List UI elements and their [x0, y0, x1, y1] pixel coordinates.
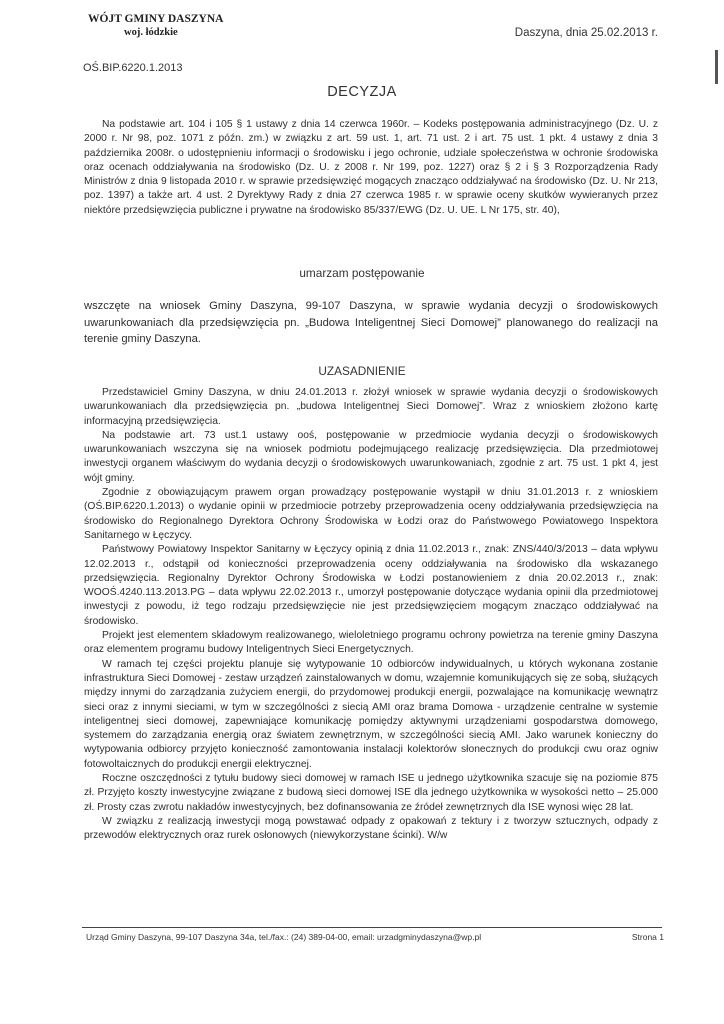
- document-title: DECYZJA: [327, 84, 397, 100]
- justification-paragraph-4: Państwowy Powiatowy Inspektor Sanitarny w Łęczycy opinią z dnia 11.02.2013 r., znak: ZNS/440/3/2013 – data wpływu 12.02.2013 r., odstąpił od konieczności przeprowadzenia oceny oddziaływania na środowisko dla wskazanego przedsięwzięcia. Regionalny Dyrektor Ochrony Środowiska w Łodzi postanowieniem z dnia 20.02.2013 r., znak: WOOŚ.4240.113.2013.PG – data wpływu 22.02.2013 r., umorzył postępowanie dotyczące wydania opinii dla przedmiotowej inwestycji z powodu, iż tego rodzaju przedsięwzięcie nie jest przedsięwzięciem mogącym znacząco oddziaływać na środowisko.: [84, 544, 658, 627]
- justification-heading: UZASADNIENIE: [318, 364, 406, 378]
- justification-paragraph-3: Zgodnie z obowiązującym prawem organ prowadzący postępowanie wystąpił w dniu 31.01.2013 r. z wnioskiem (OŚ.BIP.6220.1.2013) o wydanie opinii w przedmiocie potrzeby przeprowadzenia oceny oddziaływania przedsięwzięcia na środowisko do Regionalnego Dyrektora Ochrony Środowiska w Łodzi oraz do Państwowego Powiatowego Inspektora Sanitarnego w Łęczycy.: [84, 487, 658, 541]
- office-stamp: [88, 12, 223, 40]
- justification-paragraph-8: W związku z realizacją inwestycji mogą powstawać odpady z opakowań z tektury i z tworzyw sztucznych, odpady z przewodów elektrycznych oraz rurek osłonowych (niewykorzystane ścinki). W/w: [84, 815, 658, 842]
- scan-edge-mark: [715, 50, 718, 84]
- stamp-line-1: WÓJT GMINY DASZYNA: [88, 13, 224, 25]
- decision-body: [84, 298, 658, 348]
- justification-paragraph-6: W ramach tej części projektu planuje się wytypowanie 10 odbiorców indywidualnych, u których wykonana zostanie infrastruktura Sieci Domowej - zestaw urządzeń zainstalowanych w domu, wzajemnie komunikujących się ze sobą, służących między innymi do zarządzania zużyciem energii, do przydomowej produkcji energii, pozwalające na komunikację wewnątrz sieci oraz z innymi sieciami, w tym w szczególności z siecią AMI oraz brama Domowa - urządzenie centralne w systemie inteligentnej sieci domowej, zapewniające komunikację pomiędzy aktywnymi urządzeniami gospodarstwa domowego, systemem do zarządzania energią oraz światem zewnętrznym, w szczególności siecią AMI. Jako warunek konieczny do wytypowania odbiorcy przyjęto konieczność zamontowania instalacji kolektorów słonecznych do produkcji cwu oraz ogniw fotowoltaicznych do produkcji energii elektrycznej.: [84, 658, 658, 770]
- footer-address: Urząd Gminy Daszyna, 99-107 Daszyna 34a, tel./fax.: (24) 389-04-00, email: urzadgminydaszyna@wp.pl: [86, 932, 482, 942]
- stamp-line-2: woj. łódzkie: [124, 27, 178, 38]
- footer-divider: [82, 927, 662, 928]
- legal-basis-paragraph: Na podstawie art. 104 i 105 § 1 ustawy z dnia 14 czerwca 1960r. – Kodeks postępowania administracyjnego (Dz. U. z 2000 r. Nr 98, poz. 1071 z późn. zm.) w związku z art. 59 ust. 1, art. 71 ust. 2 i art. 75 ust. 1 pkt. 4 ustawy z dnia 3 października 2008r. o udostępnieniu informacji o środowisku i jego ochronie, udziale społeczeństwa w ochronie środowiska oraz ocenach oddziaływania na środowisko (Dz. U. z 2008 r. Nr 199, poz. 1227) oraz § 2 i § 3 Rozporządzenia Rady Ministrów z dnia 9 listopada 2010 r. w sprawie przedsięwzięć mogących znacząco oddziaływać na środowisko (Dz. U. Nr 213, poz. 1397) a także art. 4 ust. 2 Dyrektywy Rady z dnia 27 czerwca 1985 r. w sprawie oceny skutków wywieranych przez niektóre przedsięwzięcia publiczne i prywatne na środowisko 85/337/EWG (Dz. U. UE. L Nr 175, str. 40),: [84, 119, 658, 216]
- justification-body: [84, 386, 658, 844]
- justification-paragraph-1: Przedstawiciel Gminy Daszyna, w dniu 24.01.2013 r. złożył wniosek w sprawie wydania decyzji o środowiskowych uwarunkowaniach dla przedsięwzięcia pn. „budowa Inteligentnej Sieci Domowej”. Wraz z wnioskiem złożono kartę informacyjną przedsięwzięcia.: [84, 387, 658, 427]
- justification-paragraph-5: Projekt jest elementem składowym realizowanego, wieloletniego programu ochrony powietrza na terenie gminy Daszyna oraz elementem programu budowy Inteligentnych Sieci Energetycznych.: [84, 630, 658, 656]
- place-and-date: Daszyna, dnia 25.02.2013 r.: [514, 27, 658, 39]
- case-reference: OŚ.BIP.6220.1.2013: [83, 62, 183, 74]
- legal-basis: [84, 118, 658, 218]
- decision-statement: umarzam postępowanie: [299, 266, 425, 280]
- justification-paragraph-2: Na podstawie art. 73 ust.1 ustawy ooś, postępowanie w przedmiocie wydania decyzji o środowiskowych uwarunkowaniach wszczyna się na wniosek podmiotu podejmującego realizację przedsięwzięcia. Dla przedmiotowej inwestycji organem właściwym do wydania decyzji o środowiskowych uwarunkowaniach, zgodnie z art. 75 ust. 1 pkt 4, jest wójt gminy.: [84, 429, 658, 484]
- justification-paragraph-7: Roczne oszczędności z tytułu budowy sieci domowej w ramach ISE u jednego użytkownika szacuje się na poziomie 875 zł. Przyjęto koszty inwestycyjne związane z budową sieci domowej ISE dla jednego użytkownika w wysokości netto – 25.000 zł. Prosty czas zwrotu nakładów inwestycyjnych, bez dofinansowania ze źródeł zewnętrznych dla ISE wynosi więc 28 lat.: [84, 773, 658, 813]
- page-number: Strona 1: [631, 932, 664, 942]
- decision-paragraph: wszczęte na wniosek Gminy Daszyna, 99-107 Daszyna, w sprawie wydania decyzji o środowiskowych uwarunkowaniach dla przedsięwzięcia pn. „Budowa Inteligentnej Sieci Domowej” planowanego do realizacji na terenie gminy Daszyna.: [84, 300, 658, 345]
